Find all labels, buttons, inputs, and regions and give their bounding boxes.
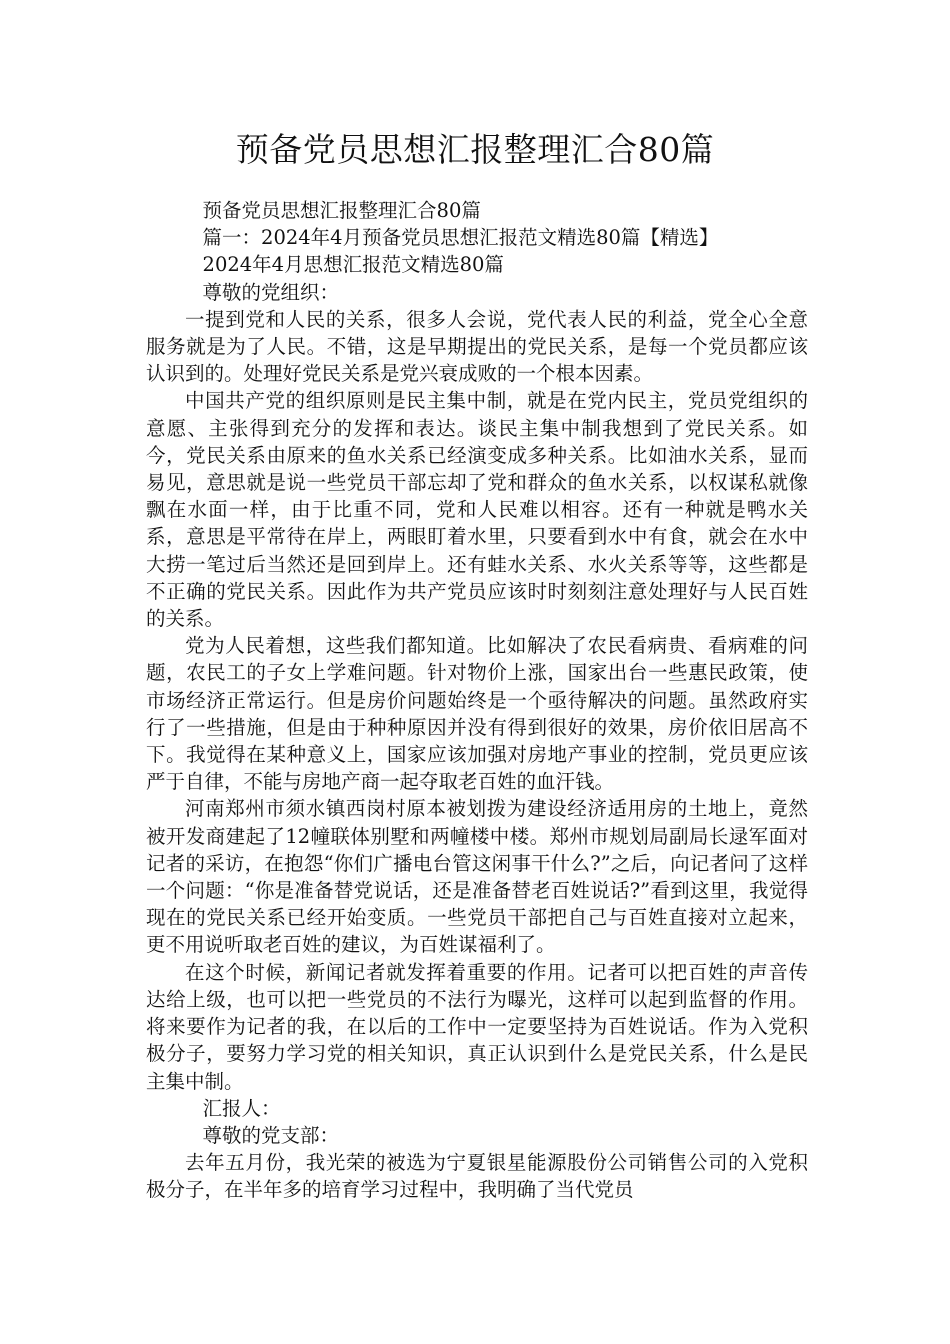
paragraph: 一提到党和人民的关系，很多人会说，党代表人民的利益，党全心全意服务就是为了人民。不错，这是早期提出的党民关系，是每一个党员都应该认识到的。处理好党民关系是党兴衰成败的一个根本因素。 — [146, 307, 808, 386]
salutation: 尊敬的党支部： — [202, 1123, 340, 1147]
document-title: 预备党员思想汇报整理汇合80篇 — [235, 130, 715, 169]
paragraph: 党为人民着想，这些我们都知道。比如解决了农民看病贵、看病难的问题，农民工的子女上学难问题。针对物价上涨，国家出台一些惠民政策，使市场经济正常运行。但是房价问题始终是一个亟待解决的问题。虽然政府实行了一些措施，但是由于种种原因并没有得到很好的效果，房价依旧居高不下。我觉得在某种意义上，国家应该加强对房地产事业的控制，党员更应该严于自律，不能与房地产商一起夺取老百姓的血汗钱。 — [146, 634, 808, 794]
paragraph: 去年五月份，我光荣的被选为宁夏银星能源股份公司销售公司的入党积极分子，在半年多的培育学习过程中，我明确了当代党员 — [146, 1151, 808, 1202]
signature-line: 汇报人： — [202, 1096, 281, 1120]
paragraph: 河南郑州市须水镇西岗村原本被划拨为建设经济适用房的土地上，竟然被开发商建起了12幢联体别墅和两幢楼中楼。郑州市规划局副局长逯军面对记者的采访，在抱怨“你们广播电台管这闲事干什么?”之后，向记者问了这样一个问题：“你是准备替党说话，还是准备替老百姓说话?”看到这里，我觉得现在的党民关系已经开始变质。一些党员干部把自己与百姓直接对立起来，更不用说听取老百姓的建议，为百姓谋福利了。 — [146, 797, 808, 957]
paragraph: 在这个时候，新闻记者就发挥着重要的作用。记者可以把百姓的声音传达给上级，也可以把一些党员的不法行为曝光，这样可以起到监督的作用。将来要作为记者的我，在以后的工作中一定要坚持为百姓说话。作为入党积极分子，要努力学习党的相关知识，真正认识到什么是党民关系，什么是民主集中制。 — [146, 960, 808, 1093]
paragraph: 中国共产党的组织原则是民主集中制，就是在党内民主，党员党组织的意愿、主张得到充分的发挥和表达。谈民主集中制我想到了党民关系。如今，党民关系由原来的鱼水关系已经演变成多种关系。比如油水关系，显而易见，意思就是说一些党员干部忘却了党和群众的鱼水关系，以权谋私就像飘在水面一样，由于比重不同，党和人民难以相容。还有一种就是鸭水关系，意思是平常待在岸上，两眼盯着水里，只要看到水中有食，就会在水中大捞一笔过后当然还是回到岸上。还有蛙水关系、水火关系等等，这些都是不正确的党民关系。因此作为共产党员应该时时刻刻注意处理好与人民百姓的关系。 — [146, 389, 808, 631]
chapter-heading: 篇一：2024年4月预备党员思想汇报范文精选80篇【精选】 — [202, 226, 719, 250]
section-heading: 2024年4月思想汇报范文精选80篇 — [202, 253, 504, 277]
salutation: 尊敬的党组织： — [202, 280, 340, 304]
subtitle-line: 预备党员思想汇报整理汇合80篇 — [202, 199, 481, 222]
document-body — [146, 197, 808, 1204]
